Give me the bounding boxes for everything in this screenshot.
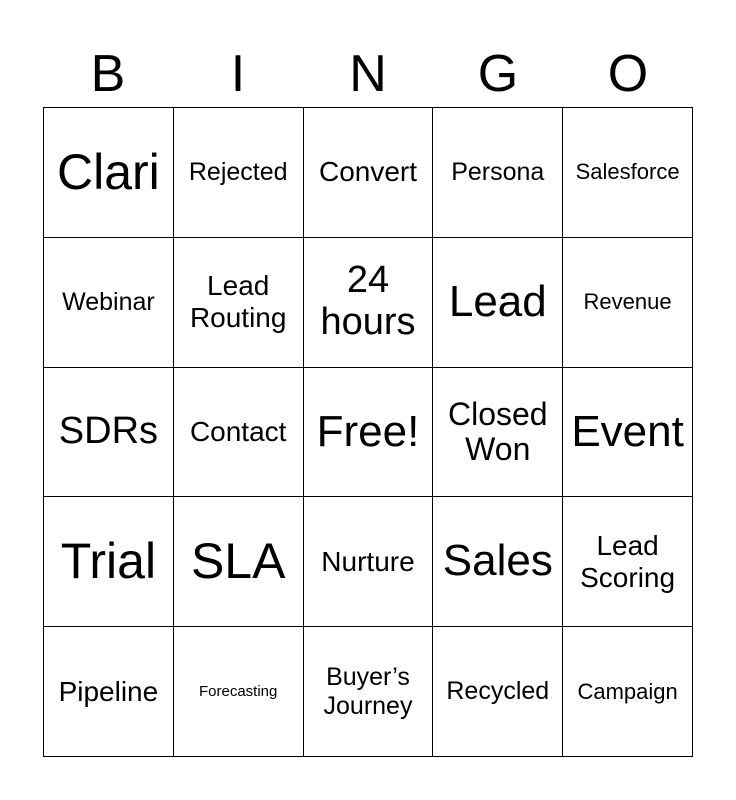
bingo-cell[interactable]: Convert [304,108,434,238]
bingo-cell[interactable]: Rejected [174,108,304,238]
bingo-cell[interactable]: Pipeline [44,627,174,757]
bingo-cell[interactable]: Event [563,368,693,498]
bingo-cell[interactable]: Salesforce [563,108,693,238]
bingo-cell[interactable]: SLA [174,497,304,627]
bingo-cell[interactable]: Campaign [563,627,693,757]
bingo-cell[interactable]: SDRs [44,368,174,498]
header-letter-g: G [477,45,519,103]
bingo-cell[interactable]: Webinar [44,238,174,368]
bingo-cell[interactable]: Lead Scoring [563,497,693,627]
bingo-cell[interactable]: Revenue [563,238,693,368]
bingo-cell[interactable]: Trial [44,497,174,627]
bingo-header [43,44,693,104]
bingo-cell[interactable]: Buyer’s Journey [304,627,434,757]
bingo-cell[interactable]: Contact [174,368,304,498]
bingo-cell[interactable]: Clari [44,108,174,238]
bingo-cell[interactable]: Recycled [433,627,563,757]
bingo-board [43,107,693,757]
bingo-cell[interactable]: Persona [433,108,563,238]
bingo-cell[interactable]: Forecasting [174,627,304,757]
header-letter-o: O [607,45,649,103]
header-letter-b: B [90,45,126,103]
bingo-cell[interactable]: Nurture [304,497,434,627]
header-letter-i: I [230,45,246,103]
bingo-cell[interactable]: Closed Won [433,368,563,498]
bingo-cell[interactable]: Sales [433,497,563,627]
header-letter-n: N [349,45,387,103]
bingo-cell[interactable]: Lead [433,238,563,368]
bingo-cell[interactable]: Lead Routing [174,238,304,368]
bingo-cell[interactable]: 24 hours [304,238,434,368]
bingo-cell[interactable]: Free! [304,368,434,498]
